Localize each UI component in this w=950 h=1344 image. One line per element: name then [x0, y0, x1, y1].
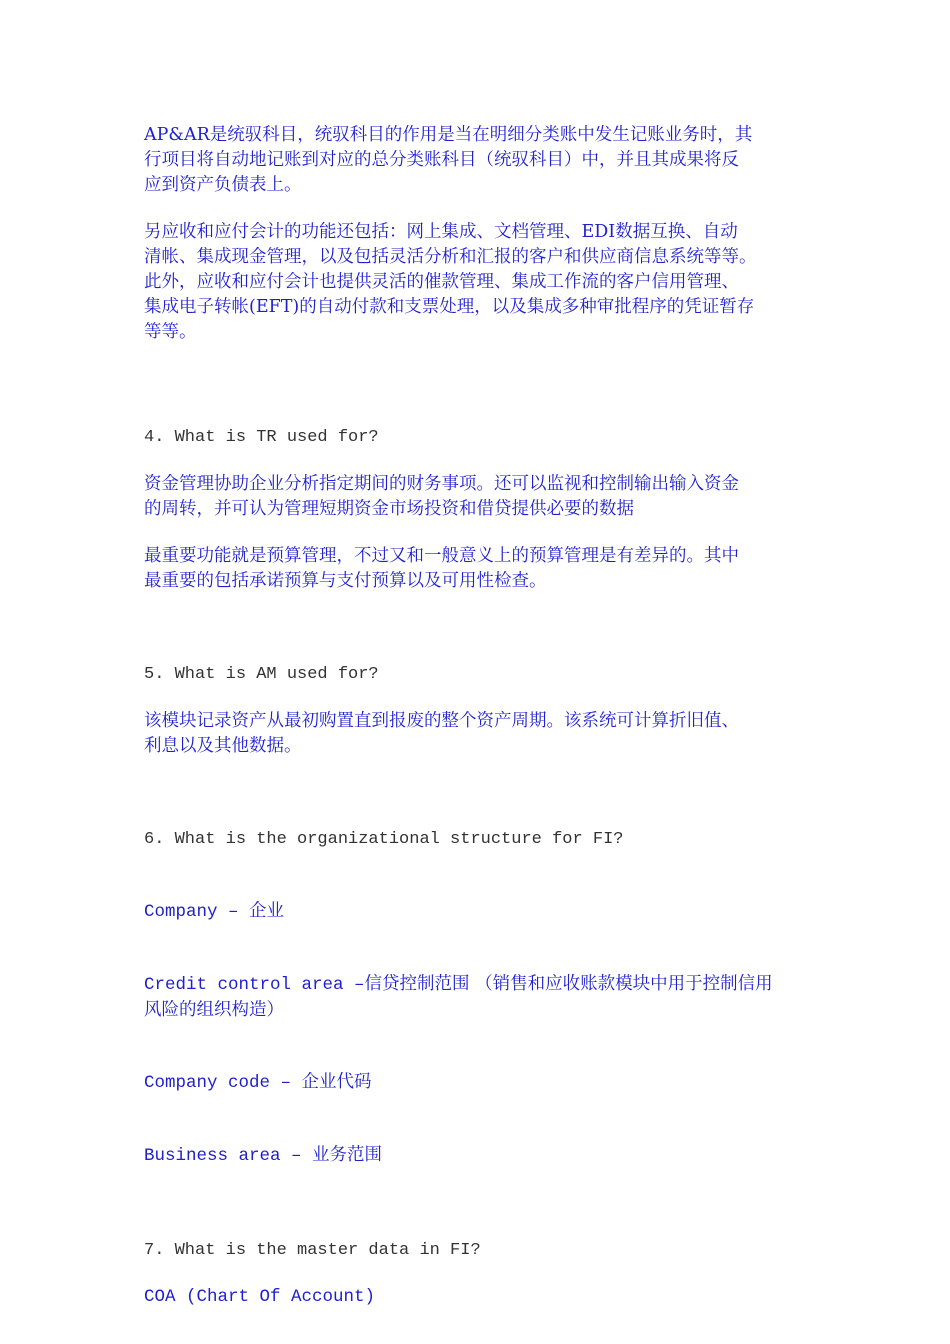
org-item-zh: 企业: [249, 901, 285, 921]
question-6: 6. What is the organizational structure for FI?: [144, 830, 624, 849]
org-item-zh: 企业代码: [301, 1072, 372, 1092]
answer-5-paragraph-1: 该模块记录资产从最初购置直到报废的整个资产周期。该系统可计算折旧值、 利息以及其他数据。: [144, 711, 739, 756]
org-item-en: Company code –: [144, 1073, 302, 1093]
question-5: 5. What is AM used for?: [144, 665, 379, 684]
org-item-en: Credit control area –: [144, 975, 365, 995]
org-item-company: [144, 874, 814, 925]
answer-4-paragraph-2: 最重要功能就是预算管理，不过又和一般意义上的预算管理是有差异的。其中 最重要的包括承诺预算与支付预算以及可用性检查。: [144, 546, 739, 591]
document-page: [144, 123, 814, 1310]
org-item-credit-control-area: [144, 947, 814, 1023]
question-4: 4. What is TR used for?: [144, 428, 379, 447]
question-7: 7. What is the master data in FI?: [144, 1241, 481, 1260]
org-item-company-code: [144, 1045, 814, 1096]
paragraph-ap-ar-functions: 另应收和应付会计的功能还包括：网上集成、文档管理、EDI数据互换、自动 清帐、集成现金管理，以及包括灵活分析和汇报的客户和供应商信息系统等等。 此外，应收和应付会计也提供灵活的催款管理、集成工作流的客户信用管理、 集成电子转帐(EFT)的自动付款和支票处理，以及集成多种审批程序的凭证暂存 等等。: [144, 222, 757, 342]
paragraph-reconciliation-account: AP&AR是统驭科目，统驭科目的作用是当在明细分类账中发生记账业务时，其 行项目将自动地记账到对应的总分类账科目（统驭科目）中，并且其成果将反 应到资产负债表上。: [144, 125, 753, 195]
org-item-en: Company –: [144, 902, 250, 922]
org-item-zh: 信贷控制范围 （销售和应收账款模块中用于控制信用 风险的组织构造）: [144, 974, 773, 1020]
org-item-zh: 业务范围: [312, 1145, 383, 1165]
org-item-en: Business area –: [144, 1146, 313, 1166]
answer-4-paragraph-1: 资金管理协助企业分析指定期间的财务事项。还可以监视和控制输出输入资金 的周转，并可认为管理短期资金市场投资和借贷提供必要的数据: [144, 474, 739, 519]
answer-7-coa: COA (Chart Of Account): [144, 1287, 376, 1307]
org-item-business-area: [144, 1118, 814, 1169]
